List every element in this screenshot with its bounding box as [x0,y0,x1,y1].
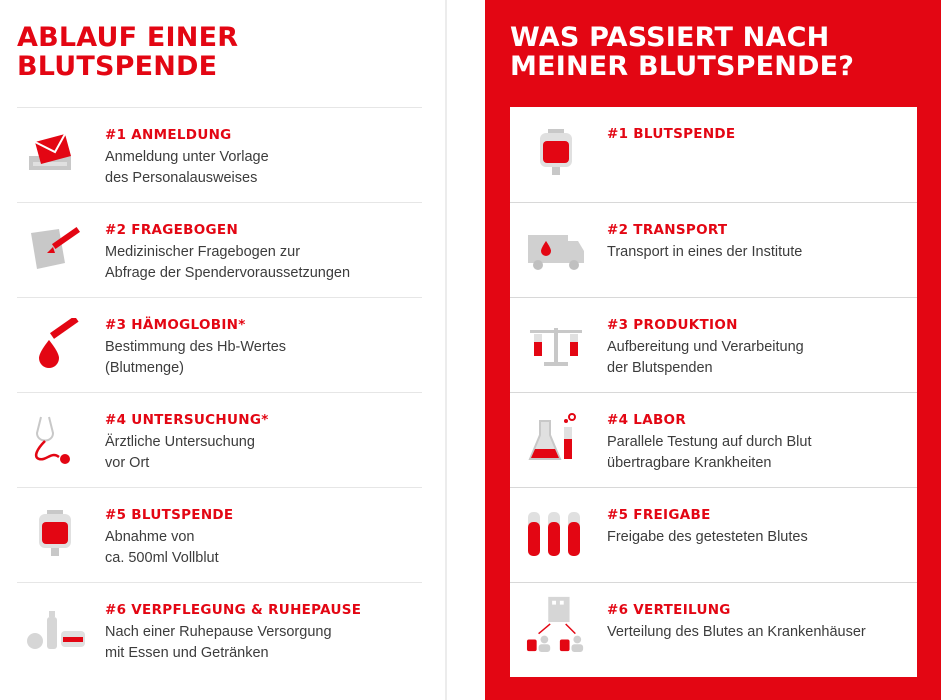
questionnaire-pen-icon [25,223,85,275]
right-step-5 [510,487,917,582]
step-description: Transport in eines der Institute [607,244,803,260]
left-step-3 [17,297,422,392]
step-title: #4 LABOR [607,412,687,428]
left-step-2 [17,202,422,297]
test-tubes-icon [526,508,586,560]
step-description: Nach einer Ruhepause Versorgung mit Essen und Getränken [105,624,332,661]
step-description: Aufbereitung und Verarbeitung der Blutspenden [607,339,804,376]
left-step-6 [17,582,422,677]
step-title: #2 TRANSPORT [607,222,728,238]
step-title: #5 FREIGABE [607,507,711,523]
step-description: Bestimmung des Hb-Wertes (Blutmenge) [105,339,287,376]
step-title: #4 UNTERSUCHUNG* [105,412,269,428]
step-title: #3 HÄMOGLOBIN* [105,317,246,333]
step-title: #1 BLUTSPENDE [607,126,736,142]
right-step-2 [510,202,917,297]
blood-bag-icon [526,127,586,179]
lab-flask-icon [526,413,586,465]
left-step-5 [17,487,422,582]
right-step-1 [510,107,917,202]
right-step-6 [510,582,917,677]
left-step-1 [17,107,422,202]
stethoscope-icon [25,413,85,465]
left-panel-title: ABLAUF EINER BLUTSPENDE [17,22,239,82]
step-description: Medizinischer Fragebogen zur Abfrage der Spendervoraussetzungen [105,244,351,281]
blood-drop-pipette-icon [25,318,85,370]
right-step-4 [510,392,917,487]
step-description: Freigabe des getesteten Blutes [607,529,808,545]
right-panel [485,0,941,700]
step-description: Abnahme von ca. 500ml Vollblut [105,529,219,566]
scale-production-icon [526,318,586,370]
step-title: #1 ANMELDUNG [105,127,232,143]
step-description: Parallele Testung auf durch Blut übertragbare Krankheiten [607,434,812,471]
left-panel [0,0,447,700]
step-description: Verteilung des Blutes an Krankenhäuser [607,624,866,640]
step-title: #6 VERTEILUNG [607,602,731,618]
food-drink-icon [25,603,85,655]
envelope-icon [25,128,85,180]
step-title: #2 FRAGEBOGEN [105,222,239,238]
hospital-distribution-icon [526,593,586,653]
blood-bag-icon [25,508,85,560]
step-title: #5 BLUTSPENDE [105,507,234,523]
left-step-4 [17,392,422,487]
step-title: #6 VERPFLEGUNG & RUHEPAUSE [105,602,362,618]
right-step-list [510,107,917,677]
step-description: Ärztliche Untersuchung vor Ort [105,434,255,471]
transport-truck-icon [526,223,586,275]
right-step-3 [510,297,917,392]
step-title: #3 PRODUKTION [607,317,738,333]
right-panel-title: WAS PASSIERT NACH MEINER BLUTSPENDE? [510,22,855,82]
left-step-list [17,107,422,677]
step-description: Anmeldung unter Vorlage des Personalausweises [105,149,269,186]
